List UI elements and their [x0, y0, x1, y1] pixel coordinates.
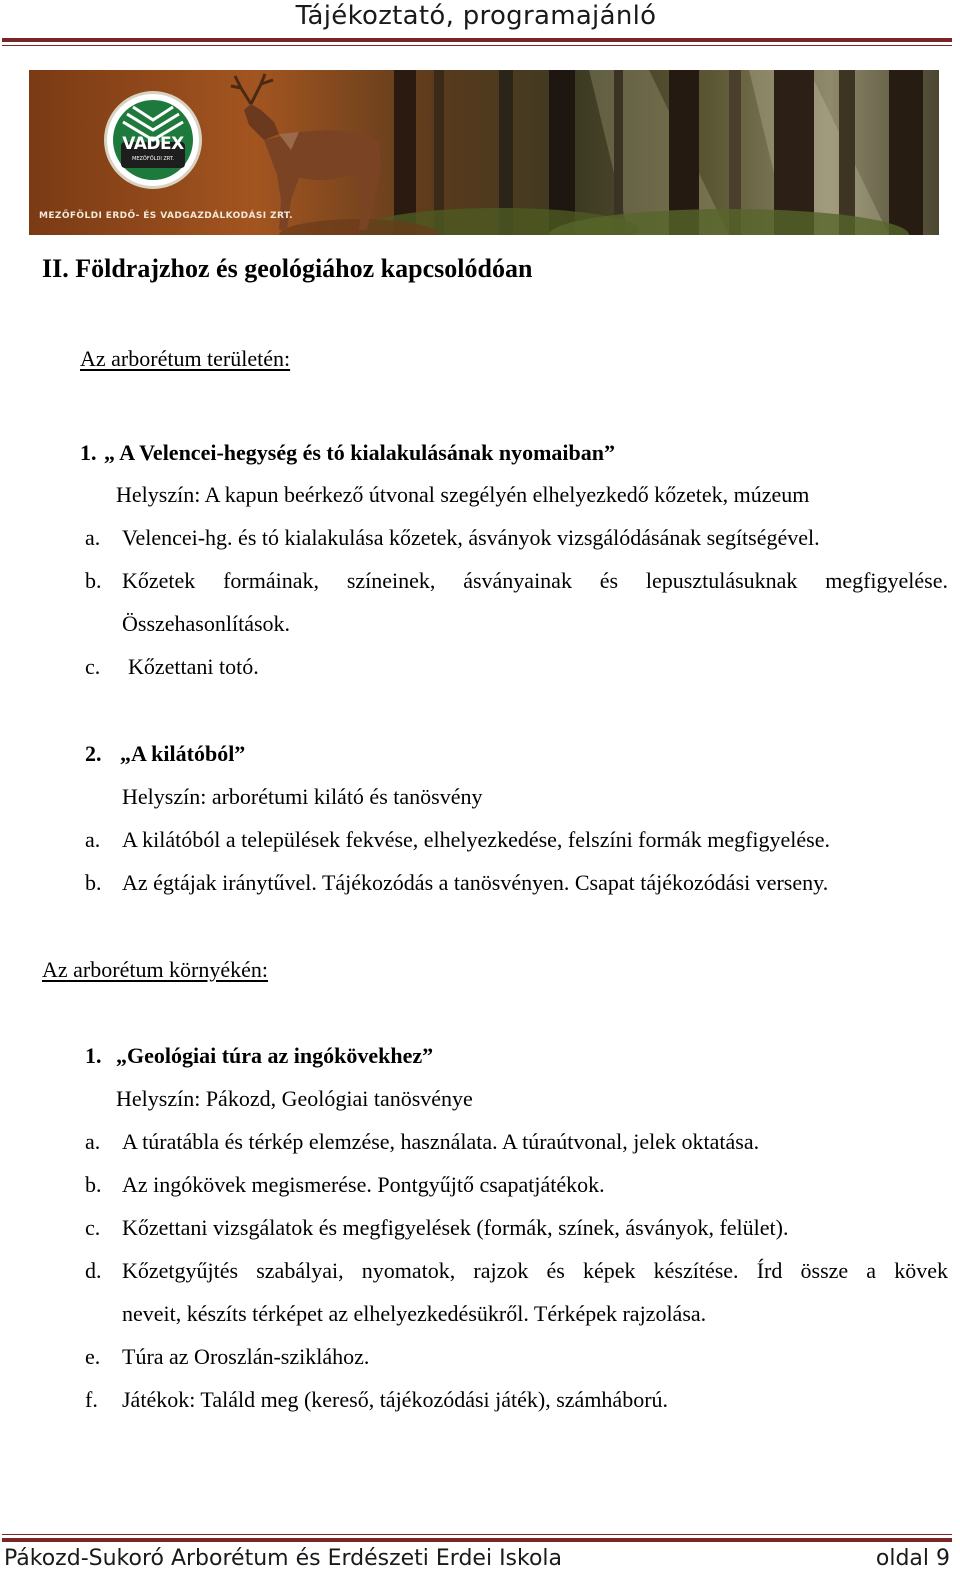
area2-item1-sub-f-letter: f.: [85, 1387, 98, 1412]
area2-item1-title: „Geológiai túra az ingókövekhez”: [116, 1043, 434, 1068]
area1-item2-num: 2.: [85, 741, 102, 766]
area2-item1-sub-f-text: Játékok: Találd meg (kereső, tájékozódási játék), számháború.: [122, 1387, 669, 1412]
logo-subtext: MEZŐFÖLDI ZRT.: [132, 156, 174, 162]
area1-item2-location: Helyszín: arborétumi kilátó és tanösvény: [122, 784, 483, 809]
area2-item1-sub-a-text: A túratábla és térkép elemzése, használata. A túraútvonal, jelek oktatása.: [122, 1129, 760, 1154]
area1-item1-sub-a-text: Velencei-hg. és tó kialakulása kőzetek, ásványok vizsgálódásának segítségével.: [122, 525, 820, 550]
area2-item1-sub-d-cont: neveit, készíts térképet az elhelyezkedésükről. Térképek rajzolása.: [122, 1301, 707, 1326]
deer-icon: [231, 74, 381, 230]
area1-item1-sub-b-text: Kőzetek formáinak, színeinek, ásványainak és lepusztulásuknak megfigyelése.: [122, 568, 948, 593]
area1-item2-sub-b-text: Az égtájak iránytűvel. Tájékozódás a tanösvényen. Csapat tájékozódási verseny.: [122, 870, 829, 895]
area1-item1-sub-b-letter: b.: [85, 568, 102, 593]
area1-item1-sub-a-letter: a.: [85, 525, 101, 550]
footer-rule-thin: [2, 1534, 952, 1535]
area2-item1-sub-b-letter: b.: [85, 1172, 102, 1197]
logo-text: VADEX: [122, 134, 184, 154]
area2-item1-sub-d-letter: d.: [85, 1258, 102, 1283]
footer-page-number: oldal 9: [875, 1546, 950, 1571]
area2-item1-sub-a-letter: a.: [85, 1129, 101, 1154]
area1-item2-sub-a-letter: a.: [85, 827, 101, 852]
area2-item1-num: 1.: [85, 1043, 102, 1068]
area2-item1-location: Helyszín: Pákozd, Geológiai tanösvénye: [116, 1086, 473, 1111]
header-rule-thin: [2, 45, 952, 46]
area2-item1-sub-e-letter: e.: [85, 1344, 101, 1369]
area1-heading: Az arborétum területén:: [80, 346, 291, 371]
area1-item1-num: 1.: [80, 440, 97, 465]
area2-heading: Az arborétum környékén:: [42, 957, 269, 982]
area1-item2-sub-a-text: A kilátóból a települések fekvése, elhelyezkedése, felszíni formák megfigyelése.: [122, 827, 830, 852]
area1-item1-sub-c-letter: c.: [85, 654, 101, 679]
area2-item1-sub-e-text: Túra az Oroszlán-sziklához.: [122, 1344, 370, 1369]
area1-item1-sub-b-cont: Összehasonlítások.: [122, 611, 291, 636]
footer-institution: Pákozd-Sukoró Arborétum és Erdészeti Erdei Iskola: [4, 1546, 563, 1571]
area1-item1-location: Helyszín: A kapun beérkező útvonal szegélyén elhelyezkedő kőzetek, múzeum: [116, 482, 810, 507]
area1-item2-title: „A kilátóból”: [120, 741, 246, 766]
section-title: II. Földrajzhoz és geológiához kapcsolódóan: [42, 254, 533, 283]
banner-caption: MEZŐFÖLDI ERDŐ- ÉS VADGAZDÁLKODÁSI ZRT.: [39, 211, 293, 221]
area2-item1-sub-d-text: Kőzetgyűjtés szabályai, nyomatok, rajzok és képek készítése. Írd össze a kövek: [122, 1258, 948, 1283]
header-banner-image: [29, 70, 939, 235]
footer-rule-thick: [2, 1538, 952, 1542]
area1-item1-title: „ A Velencei-hegység és tó kialakulásának nyomaiban”: [104, 440, 615, 465]
area1-item1-sub-c-text: Kőzettani totó.: [128, 654, 259, 679]
vadex-logo: [107, 94, 199, 186]
area1-item2-sub-b-letter: b.: [85, 870, 102, 895]
area2-item1-sub-b-text: Az ingókövek megismerése. Pontgyűjtő csapatjátékok.: [122, 1172, 605, 1197]
page-header-title: Tájékoztató, programajánló: [295, 1, 657, 31]
area2-item1-sub-c-text: Kőzettani vizsgálatok és megfigyelések (formák, színek, ásványok, felület).: [122, 1215, 789, 1240]
area2-item1-sub-c-letter: c.: [85, 1215, 101, 1240]
header-rule-thick: [2, 38, 952, 42]
